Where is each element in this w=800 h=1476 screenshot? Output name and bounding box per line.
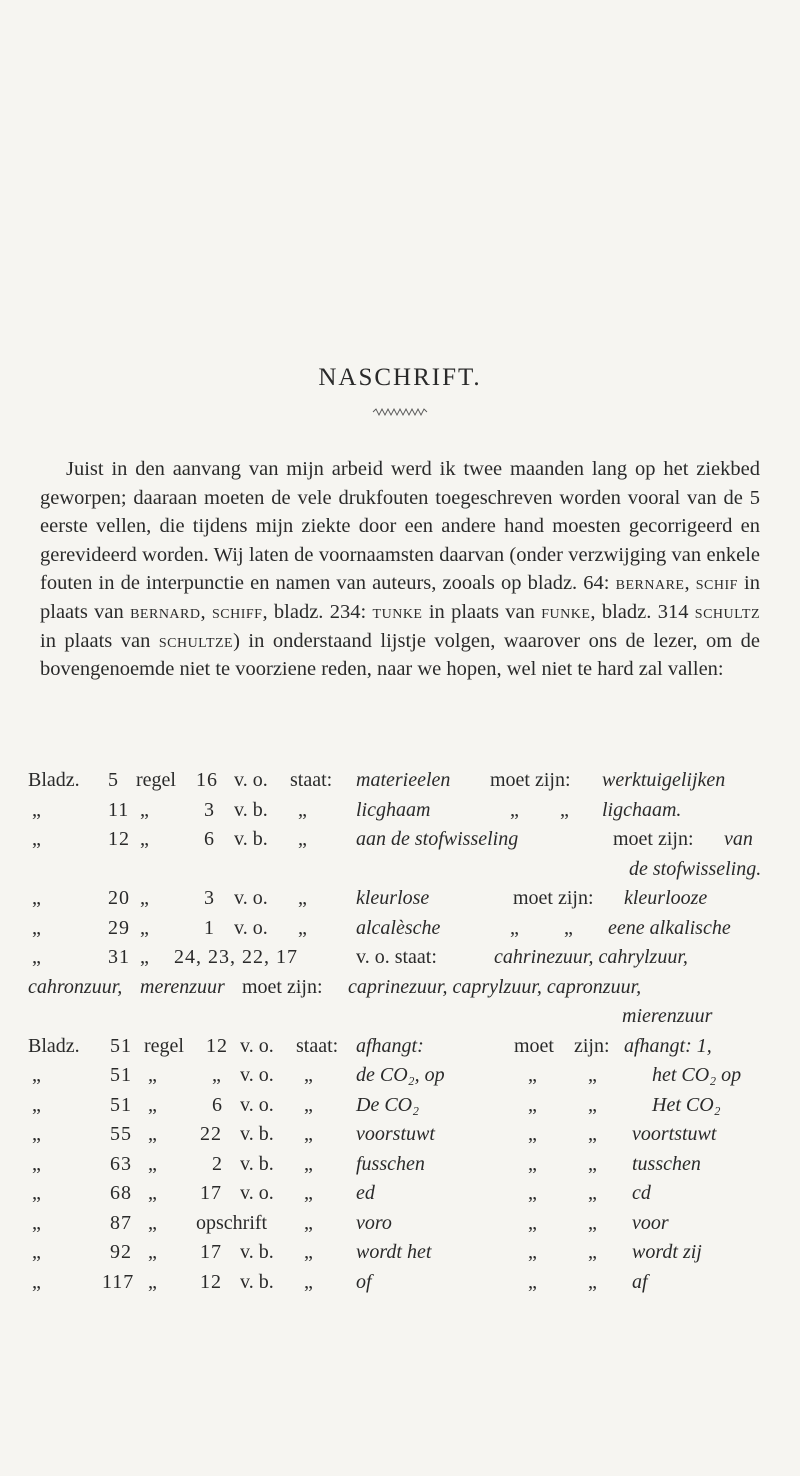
author-name: bernard [130, 600, 201, 623]
line-number: 17 [200, 1182, 222, 1204]
ditto-mark: „ [564, 916, 573, 939]
intro-text [40, 455, 760, 684]
ditto-mark: „ [510, 798, 519, 821]
line-number: 3 [204, 887, 215, 909]
ditto-mark: „ [32, 1123, 41, 1145]
correct-text: ligchaam. [602, 798, 682, 821]
line-number: 16 [196, 769, 218, 791]
wrong-text: fusschen [356, 1152, 425, 1175]
ditto-mark: „ [304, 1093, 313, 1116]
moet-zijn-label: moet zijn: [513, 887, 594, 909]
intro-text-4: , [200, 600, 212, 623]
errata-row [28, 1209, 768, 1239]
errata-row [28, 1150, 768, 1180]
ditto-mark: „ [32, 828, 41, 850]
errata-row [28, 766, 768, 796]
author-name: bernare [615, 572, 685, 595]
correct-text: van [724, 828, 753, 850]
opschrift-label: opschrift [196, 1211, 268, 1234]
wrong-text: of [356, 1270, 372, 1293]
bladz-label: Bladz. [28, 769, 80, 791]
wrong-text-continued: merenzuur [140, 975, 225, 998]
page-number: 29 [108, 916, 130, 939]
ditto-mark: „ [32, 946, 41, 968]
ditto-mark: „ [304, 1064, 313, 1086]
page-number: 55 [110, 1123, 132, 1145]
author-name: schultze [158, 629, 234, 652]
ditto-mark: „ [304, 1152, 313, 1175]
wrong-text: alcalèsche [356, 916, 441, 939]
line-direction: v. b. [240, 1241, 274, 1263]
errata-row [28, 1032, 768, 1062]
ditto-mark: „ [148, 1211, 157, 1234]
intro-text-9: ) in onderstaand lijstje volgen, waarover ons de lezer, om de bovengenoemde niet te voorziene reden, naar we hopen, wel niet te hard zal vallen: [40, 629, 760, 681]
line-direction: v. o. [234, 887, 268, 909]
line-number: 12 [206, 1034, 228, 1057]
line-number: 2 [212, 1152, 223, 1175]
line-direction: v. o. [240, 1182, 274, 1204]
line-direction: v. o. [234, 769, 268, 791]
regel-label: regel [144, 1034, 184, 1057]
ditto-mark: „ [304, 1123, 313, 1145]
ditto-mark: „ [32, 798, 41, 821]
ditto-mark: „ [32, 1270, 41, 1293]
ditto-mark: „ [32, 1241, 41, 1263]
line-direction: v. b. [240, 1152, 274, 1175]
staat-label: staat: [290, 769, 333, 791]
ditto-mark: „ [304, 1270, 313, 1293]
page-number: 20 [108, 887, 130, 909]
intro-text-7: , bladz. 314 [590, 600, 695, 623]
ditto-mark: „ [140, 828, 149, 850]
staat-label: staat: [296, 1034, 339, 1057]
intro-text-3: in plaats van [40, 572, 760, 623]
intro-text-2: , [684, 572, 696, 595]
correct-text: caprinezuur, caprylzuur, capronzuur, [348, 975, 642, 998]
ditto-mark: „ [148, 1093, 157, 1116]
ditto-mark: „ [148, 1241, 157, 1263]
correct-text: kleurlooze [624, 887, 708, 909]
line-direction: v. b. [240, 1123, 274, 1145]
intro-text-8: in plaats van [40, 629, 159, 652]
intro-text-5: , bladz. 234: [262, 600, 373, 623]
errata-row [28, 1268, 768, 1298]
ditto-mark: „ [32, 1152, 41, 1175]
ditto-mark: „ [148, 1270, 157, 1293]
page-number: 31 [108, 946, 130, 968]
errata-row [28, 884, 768, 914]
line-direction: v. o. [234, 916, 268, 939]
ditto-mark: „ [528, 1064, 537, 1086]
line-number: 1 [204, 916, 215, 939]
wrong-text: cahrinezuur, cahrylzuur, [494, 946, 688, 968]
ditto-mark: „ [32, 1211, 41, 1234]
wrong-text: afhangt: [356, 1034, 424, 1057]
ditto-mark: „ [304, 1241, 313, 1263]
intro-paragraph [40, 455, 760, 684]
line-number: 3 [204, 798, 215, 821]
page-number: 92 [110, 1241, 132, 1263]
ditto-mark: „ [140, 916, 149, 939]
line-number: 6 [204, 828, 215, 850]
line-direction: v. b. [240, 1270, 274, 1293]
zijn-label: zijn: [574, 1034, 610, 1057]
ditto-mark: „ [32, 887, 41, 909]
errata-continuation [28, 855, 768, 885]
ditto-mark: „ [304, 1211, 313, 1234]
author-name: funke [541, 600, 591, 623]
line-direction: v. b. [234, 828, 268, 850]
author-name: schultz [694, 600, 760, 623]
ditto-mark: „ [32, 1182, 41, 1204]
errata-row [28, 1120, 768, 1150]
ditto-mark: „ [588, 1093, 597, 1116]
page-title: NASCHRIFT. [318, 364, 482, 391]
correct-text-continued: de stofwisseling. [629, 857, 762, 880]
ditto-mark: „ [140, 798, 149, 821]
errata-row [28, 1091, 768, 1121]
ditto-mark: „ [298, 798, 307, 821]
ditto-mark: „ [298, 887, 307, 909]
errata-row [28, 1238, 768, 1268]
line-number: 24, 23, 22, 17 [174, 946, 298, 968]
errata-list [28, 766, 768, 1297]
moet-zijn-label: moet zijn: [490, 769, 571, 791]
ditto-mark: „ [212, 1064, 221, 1086]
wrong-text: materieelen [356, 769, 451, 791]
ditto-mark: „ [148, 1064, 157, 1086]
errata-row [28, 1179, 768, 1209]
correct-text: voortstuwt [632, 1123, 717, 1145]
wrong-text: De CO₂ [356, 1093, 420, 1116]
page-number: 51 [110, 1064, 132, 1086]
page-number: 51 [110, 1093, 132, 1116]
ditto-mark: „ [148, 1152, 157, 1175]
ditto-mark: „ [148, 1182, 157, 1204]
page-number: 117 [102, 1270, 135, 1293]
correct-text: tusschen [632, 1152, 701, 1175]
ditto-mark: „ [588, 1270, 597, 1293]
errata-row [28, 914, 768, 944]
errata-continuation [28, 973, 768, 1003]
intro-text-6: in plaats van [422, 600, 542, 623]
wrong-text: aan de stofwisseling [356, 828, 519, 850]
wrong-text: voro [356, 1211, 392, 1234]
correct-text: af [632, 1270, 648, 1293]
ditto-mark: „ [528, 1093, 537, 1116]
moet-label: moet [514, 1034, 554, 1057]
correct-text: Het CO₂ [652, 1093, 721, 1116]
correct-text-continued: mierenzuur [622, 1005, 713, 1027]
line-direction: v. o. [240, 1034, 274, 1057]
ditto-mark: „ [528, 1270, 537, 1293]
wrong-text: wordt het [356, 1241, 432, 1263]
ditto-mark: „ [588, 1123, 597, 1145]
ditto-mark: „ [32, 1093, 41, 1116]
line-number: 22 [200, 1123, 222, 1145]
line-number: 12 [200, 1270, 222, 1293]
wrong-text: ed [356, 1182, 375, 1204]
ditto-mark: „ [588, 1152, 597, 1175]
wavy-divider-ornament [372, 407, 428, 417]
errata-continuation [28, 1002, 768, 1032]
moet-zijn-label: moet zijn: [242, 975, 323, 998]
author-name: schif [695, 572, 738, 595]
ditto-mark: „ [510, 916, 519, 939]
ditto-mark: „ [528, 1211, 537, 1234]
ditto-mark: „ [32, 1064, 41, 1086]
page-number: 5 [108, 769, 119, 791]
line-direction: v. o. [240, 1093, 274, 1116]
line-direction: v. b. [234, 798, 268, 821]
page-number: 63 [110, 1152, 132, 1175]
ditto-mark: „ [588, 1241, 597, 1263]
correct-text: werktuigelijken [602, 769, 726, 791]
correct-text: eene alkalische [608, 916, 731, 939]
ditto-mark: „ [140, 946, 149, 968]
correct-text: voor [632, 1211, 669, 1234]
line-number: 17 [200, 1241, 222, 1263]
intro-text-1: Juist in den aanvang van mijn arbeid werd ik twee maanden lang op het ziekbed geworpen; daaraan moeten de vele drukfouten toegeschreven worden vooral van de 5 eerste vellen, die tijdens mijn ziekte door een andere hand moesten gecorrigeerd en gerevideerd worden. Wij laten de voornaamsten daarvan (onder verzwijging van enkele fouten in de interpunctie en namen van auteurs, zooals op bladz. 64: [40, 458, 760, 595]
ditto-mark: „ [298, 916, 307, 939]
ditto-mark: „ [528, 1152, 537, 1175]
ditto-mark: „ [148, 1123, 157, 1145]
page-number: 51 [110, 1034, 132, 1057]
wrong-text: de CO₂, op [356, 1064, 445, 1086]
correct-text: het CO₂ op [652, 1064, 742, 1086]
errata-row [28, 1061, 768, 1091]
ditto-mark: „ [304, 1182, 313, 1204]
regel-label: regel [136, 769, 176, 791]
ditto-mark: „ [588, 1211, 597, 1234]
author-name: tunke [372, 600, 423, 623]
page-number: 87 [110, 1211, 132, 1234]
wrong-text: licghaam [356, 798, 431, 821]
wrong-text: voorstuwt [356, 1123, 435, 1145]
ditto-mark: „ [528, 1123, 537, 1145]
ditto-mark: „ [588, 1064, 597, 1086]
correct-text: wordt zij [632, 1241, 702, 1263]
correct-text: cd [632, 1182, 651, 1204]
errata-row [28, 943, 768, 973]
correct-text: afhangt: 1, [624, 1034, 712, 1057]
ditto-mark: „ [528, 1241, 537, 1263]
page-number: 68 [110, 1182, 132, 1204]
line-direction: v. o. [240, 1064, 274, 1086]
ditto-mark: „ [140, 887, 149, 909]
bladz-label: Bladz. [28, 1034, 80, 1057]
moet-zijn-label: moet zijn: [613, 828, 694, 850]
ditto-mark: „ [298, 828, 307, 850]
ditto-mark: „ [32, 916, 41, 939]
line-number: 6 [212, 1093, 223, 1116]
wrong-text-continued: cahronzuur, [28, 975, 123, 998]
line-direction-staat: v. o. staat: [356, 946, 437, 968]
ditto-mark: „ [588, 1182, 597, 1204]
page-number: 12 [108, 828, 130, 850]
ditto-mark: „ [560, 798, 569, 821]
author-name: schiff [211, 600, 263, 623]
ditto-mark: „ [528, 1182, 537, 1204]
page-number: 11 [108, 798, 130, 821]
wrong-text: kleurlose [356, 887, 430, 909]
errata-row [28, 825, 768, 855]
errata-row [28, 796, 768, 826]
